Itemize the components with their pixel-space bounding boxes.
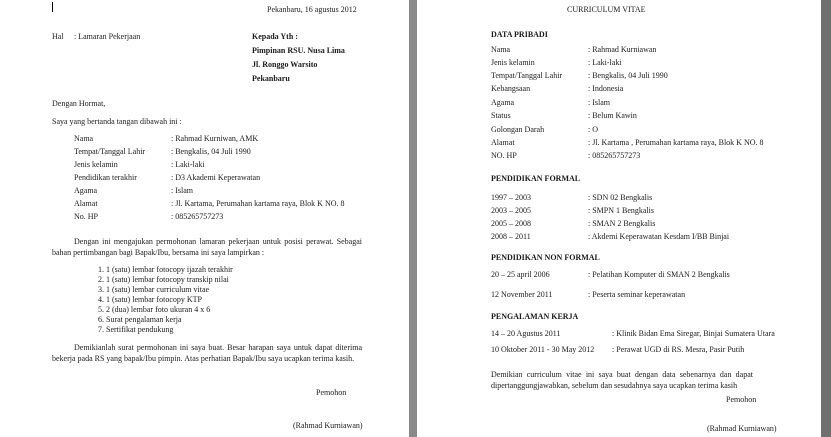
hal-value: : Lamaran Pekerjaan: [74, 32, 141, 41]
cv-page: [417, 0, 821, 437]
cv-value: : Jl. Kartama , Perumahan kartama raya, Blok K NO. 8: [588, 138, 764, 147]
cv-label: Agama: [491, 98, 515, 107]
cv-label: Golongan Darah: [491, 125, 545, 134]
cv-value: : Pelatihan Komputer di SMAN 2 Bengkalis: [588, 270, 730, 279]
field-label: No. HP: [74, 212, 99, 221]
field-label: Tempat/Tanggal Lahir: [74, 147, 146, 156]
field-label: Pendidikan terakhir: [74, 173, 137, 182]
cv-label: Tempat/Tanggal Lahir: [491, 71, 563, 80]
section-heading-formal: PENDIDIKAN FORMAL: [491, 174, 581, 183]
closing-label: Pemohon: [316, 388, 347, 397]
cv-label: Alamat: [491, 138, 515, 147]
attachment-item: 3. 1 (satu) lembar curriculum vitae: [98, 285, 210, 294]
kepada-label: Kepada Yth :: [252, 32, 298, 41]
cv-label: 2003 – 2005: [491, 206, 531, 215]
cv-label: 20 – 25 april 2006: [491, 270, 550, 279]
attachment-item: 2. 1 (satu) lembar fotocopy transkip nilai: [98, 275, 229, 284]
cv-value: : Islam: [588, 98, 610, 107]
field-label: Alamat: [74, 199, 98, 208]
cv-value: : Rahmad Kurniawan: [588, 45, 657, 54]
cv-value: : SDN 02 Bengkalis: [588, 193, 653, 202]
cv-label: 12 November 2011: [491, 290, 553, 299]
attachment-item: 4. 1 (satu) lembar fotocopy KTP: [98, 295, 202, 304]
cv-value: : Akdemi Keperawatan Kesdam I/BB Binjai: [588, 232, 730, 241]
cv-value: : SMPN 1 Bengkalis: [588, 206, 655, 215]
attachment-item: 1. 1 (satu) lembar fotocopy ijazah terakhir: [98, 265, 233, 274]
field-value: : Laki-laki: [171, 160, 205, 169]
field-value: : 085265757273: [171, 212, 224, 221]
field-value: : Bengkalis, 04 Juli 1990: [171, 147, 251, 156]
greeting: Dengan Hormat,: [52, 99, 106, 108]
field-value: : Jl. Kartama, Perumahan kartama raya, Blok K NO. 8: [171, 199, 345, 208]
cv-closing-paragraph: Demikian curriculum vitae ini saya buat dengan data sebenarnya dan dapat dipertanggungjawabkan, sebelum dan sesudahnya saya ucapkan terima kasih: [491, 370, 753, 390]
cv-value: : Bengkalis, 04 Juli 1990: [588, 71, 668, 80]
field-label: Nama: [74, 134, 94, 143]
cv-value: : SMAN 2 Bengkalis: [588, 219, 656, 228]
attachment-item: 7. Sertifikat pendukung: [98, 325, 174, 334]
section-heading-nonformal: PENDIDIKAN NON FORMAL: [491, 253, 600, 262]
cv-label: 1997 – 2003: [491, 193, 531, 202]
recipient-line-3: Pekanbaru: [252, 74, 290, 83]
letter-date: Pekanbaru, 16 agustus 2012: [267, 5, 357, 14]
recipient-line-2: Jl. Ronggo Warsito: [252, 60, 318, 69]
cv-label: 14 – 20 Agustus 2011: [491, 329, 561, 338]
cv-value: : O: [588, 125, 598, 134]
recipient-line-1: Pimpinan RSU. Nusa Lima: [252, 46, 345, 55]
letter-page: [0, 0, 409, 437]
text-cursor: [52, 2, 53, 12]
hal-label: Hal: [52, 32, 64, 41]
cv-label: 10 Oktober 2011 - 30 May 2012: [491, 345, 595, 354]
cv-value: : 085265757273: [588, 151, 641, 160]
cv-signature-name: (Rahmad Kurniawan): [707, 424, 777, 433]
cv-label: Nama: [491, 45, 511, 54]
cv-value: : Klinik Bidan Ema Siregar, Binjai Sumatera Utara: [612, 329, 775, 338]
section-heading-pribadi: DATA PRIBADI: [491, 30, 548, 39]
field-label: Agama: [74, 186, 98, 195]
cv-label: Kebangsaan: [491, 84, 531, 93]
cv-label: Jenis kelamin: [491, 58, 535, 67]
cv-label: 2005 – 2008: [491, 219, 531, 228]
intro-text: Saya yang bertanda tangan dibawah ini :: [52, 117, 182, 126]
cv-label: 2008 – 2011: [491, 232, 531, 241]
cv-value: : Indonesia: [588, 84, 624, 93]
field-value: : Islam: [171, 186, 193, 195]
signature-name: (Rahmad Kurniawan): [293, 421, 363, 430]
body-paragraph-1: Dengan ini mengajukan permohonan lamaran pekerjaan untuk posisi perawat. Sebagai bahan pertimbangan bagi Bapak/Ibu, bersama ini saya lampirkan :: [52, 237, 362, 257]
cv-closing-label: Pemohon: [726, 395, 757, 404]
cv-value: : Laki-laki: [588, 58, 622, 67]
field-value: : D3 Akademi Keperawatan: [171, 173, 261, 182]
cv-value: : Peserta seminar keperawatan: [588, 290, 686, 299]
cv-label: NO. HP: [491, 151, 517, 160]
field-value: : Rahmad Kurniwan, AMK: [171, 134, 259, 143]
attachment-item: 6. Surat pengalaman kerja: [98, 315, 182, 324]
attachment-item: 5. 2 (dua) lembar foto ukuran 4 x 6: [98, 305, 211, 314]
field-label: Jenis kelamin: [74, 160, 118, 169]
body-paragraph-2: Demikianlah surat permohonan ini saya buat. Besar harapan saya untuk dapat diterima bekerja pada RS yang bapak/Ibu pimpin. Atas perhatian Bapak/Ibu saya ucapkan terima kasih.: [52, 343, 362, 363]
cv-title: CURRICULUM VITAE: [567, 5, 646, 14]
cv-value: : Belum Kawin: [588, 111, 637, 120]
cv-value: : Perawat UGD di RS. Mesra, Pasir Putih: [612, 345, 745, 354]
section-heading-kerja: PENGALAMAN KERJA: [491, 312, 579, 321]
page-gap: [409, 0, 417, 437]
scrollbar-area[interactable]: [821, 0, 831, 437]
cv-label: Status: [491, 111, 511, 120]
